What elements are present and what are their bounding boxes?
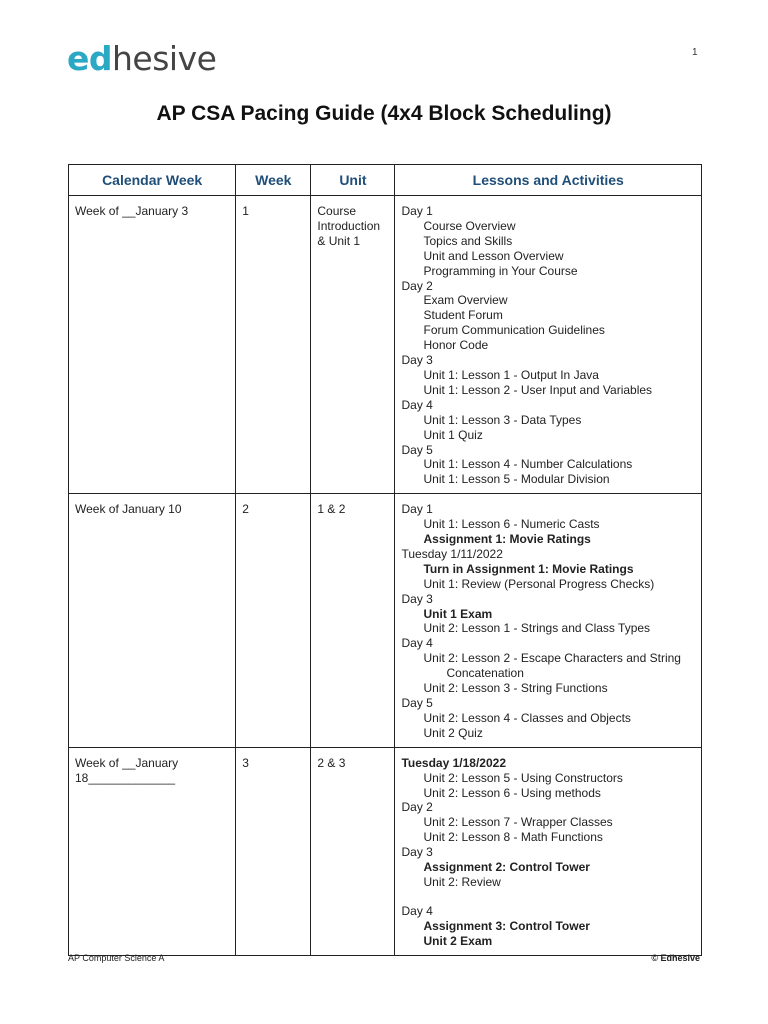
lesson-item: Unit 1: Lesson 2 - User Input and Variables [423, 382, 653, 397]
day-heading: Day 4 [401, 636, 433, 651]
day-heading: Day 1 [401, 204, 433, 218]
lesson-item: Unit 1 Exam [423, 606, 493, 621]
lessons-cell [395, 196, 702, 494]
lesson-item: Student Forum [423, 308, 503, 323]
lesson-item: Unit and Lesson Overview [423, 248, 564, 263]
header-calendar-week: Calendar Week [69, 165, 236, 196]
table-row [69, 494, 702, 748]
table-row [69, 196, 702, 494]
table-row [69, 747, 702, 955]
week-cell: 3 [236, 747, 311, 955]
footer-course-name: AP Computer Science A [68, 953, 165, 963]
day-heading: Tuesday 1/11/2022 [401, 546, 503, 561]
lesson-item: Unit 2: Lesson 7 - Wrapper Classes [423, 815, 613, 830]
lesson-item: Unit 1: Lesson 5 - Modular Division [423, 472, 610, 487]
day-heading: Day 3 [401, 845, 433, 860]
lesson-item: Unit 2: Review [423, 874, 501, 889]
lesson-item: Assignment 3: Control Tower [423, 918, 590, 933]
day-heading: Day 4 [401, 397, 433, 412]
lesson-item: Unit 1: Lesson 6 - Numeric Casts [423, 517, 600, 532]
week-cell: 1 [236, 196, 311, 494]
lesson-item: Exam Overview [423, 293, 508, 308]
lesson-item: Unit 1: Review (Personal Progress Checks) [423, 576, 655, 591]
calendar-week-cell: Week of __January 18_____________ [69, 747, 236, 955]
lesson-item: Assignment 1: Movie Ratings [423, 532, 591, 547]
lesson-item: Unit 2 Quiz [423, 725, 483, 740]
unit-cell: 1 & 2 [311, 494, 395, 748]
logo-rest-text: hesive [112, 39, 217, 78]
header-lessons: Lessons and Activities [395, 165, 702, 196]
day-heading: Day 5 [401, 442, 433, 457]
header-week: Week [236, 165, 311, 196]
lesson-item: Topics and Skills [423, 233, 513, 248]
lesson-item: Honor Code [423, 338, 489, 353]
lesson-item: Programming in Your Course [423, 263, 578, 278]
edhesive-logo [67, 39, 217, 78]
lesson-item: Assignment 2: Control Tower [423, 860, 590, 875]
lesson-item: Unit 2: Lesson 5 - Using Constructors [423, 770, 623, 785]
lesson-item: Unit 2: Lesson 6 - Using methods [423, 785, 601, 800]
page-title: AP CSA Pacing Guide (4x4 Block Scheduling) [156, 102, 612, 125]
day-heading: Day 1 [401, 502, 433, 517]
lessons-cell [395, 494, 702, 748]
day-heading: Day 2 [401, 800, 433, 815]
day-heading: Day 3 [401, 591, 433, 606]
day-heading: Day 4 [401, 903, 433, 918]
logo-ed-text: ed [67, 39, 113, 78]
table-header-row [69, 165, 702, 196]
footer-copyright: © Edhesive [651, 953, 700, 963]
lesson-item: Unit 2 Exam [423, 933, 493, 948]
lesson-item: Unit 1: Lesson 1 - Output In Java [423, 367, 599, 382]
day-heading: Tuesday 1/18/2022 [401, 755, 506, 770]
week-cell: 2 [236, 494, 311, 748]
pacing-guide-table [68, 164, 702, 956]
lesson-item: Unit 2: Lesson 3 - String Functions [423, 681, 608, 696]
lesson-item: Unit 2: Lesson 1 - Strings and Class Types [423, 621, 651, 636]
lesson-item: Unit 2: Lesson 2 - Escape Characters and String [423, 651, 681, 666]
calendar-week-cell: Week of January 10 [69, 494, 236, 748]
spacer-line [401, 890, 696, 904]
page-number: 1 [692, 47, 698, 58]
lesson-item: Unit 1 Quiz [423, 427, 483, 442]
lesson-item: Unit 2: Lesson 4 - Classes and Objects [423, 710, 631, 725]
lesson-item: Course Overview [423, 218, 516, 233]
day-heading: Day 5 [401, 696, 433, 710]
unit-cell: Course Introduction & Unit 1 [311, 196, 395, 494]
header-unit: Unit [311, 165, 395, 196]
lessons-cell [395, 747, 702, 955]
unit-cell: 2 & 3 [311, 747, 395, 955]
lesson-item: Unit 1: Lesson 3 - Data Types [423, 412, 582, 427]
lesson-item: Unit 2: Lesson 8 - Math Functions [423, 830, 603, 845]
lesson-item: Concatenation [446, 666, 524, 681]
lesson-item: Forum Communication Guidelines [423, 323, 605, 338]
calendar-week-cell: Week of __January 3 [69, 196, 236, 494]
day-heading: Day 2 [401, 278, 433, 293]
lesson-item: Turn in Assignment 1: Movie Ratings [423, 561, 634, 576]
day-heading: Day 3 [401, 353, 433, 368]
lesson-item: Unit 1: Lesson 4 - Number Calculations [423, 457, 633, 472]
